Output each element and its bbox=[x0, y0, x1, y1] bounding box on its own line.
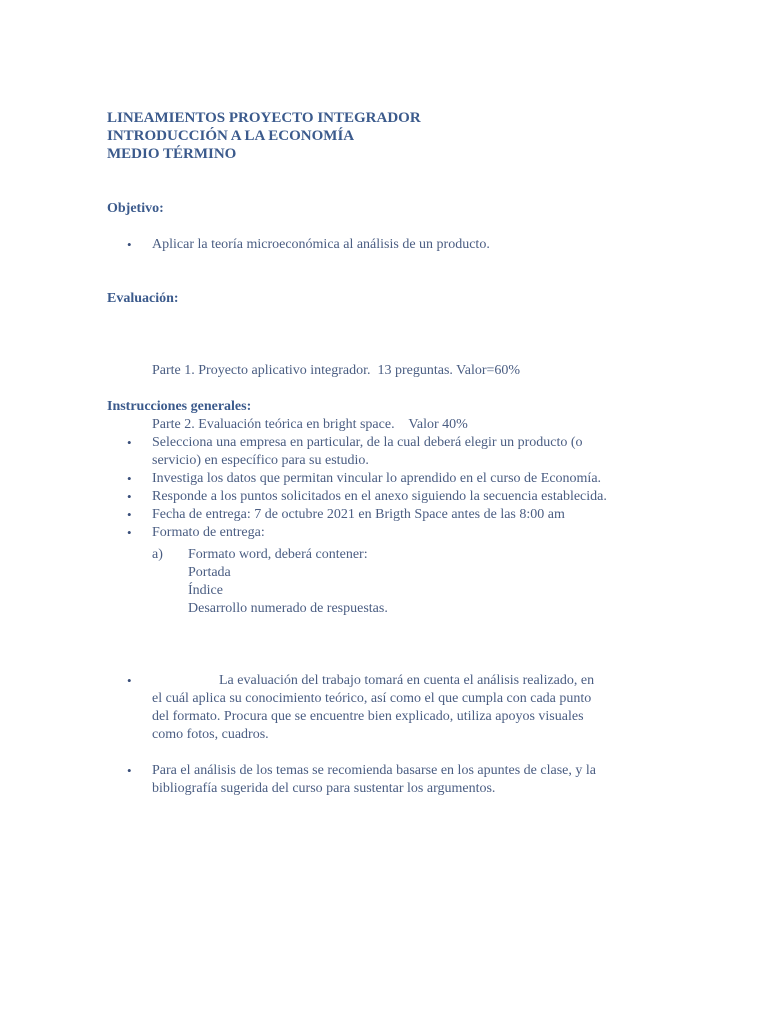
document-title bbox=[107, 109, 421, 163]
list-item: • Fecha de entrega: 7 de octubre 2021 en Brigth Space antes de las 8:00 am bbox=[107, 506, 647, 524]
list-item: • Para el análisis de los temas se recomienda basarse en los apuntes de clase, y la bibliografía sugerida del curso para sustentar los argumentos. bbox=[107, 762, 607, 798]
list-item: • Formato de entrega: bbox=[107, 524, 647, 542]
title-line-1: LINEAMIENTOS PROYECTO INTEGRADOR bbox=[107, 110, 421, 126]
sub-list-item: Desarrollo numerado de respuestas. bbox=[188, 601, 388, 616]
notas-list-1 bbox=[107, 672, 607, 744]
objetivo-heading: Objetivo: bbox=[107, 201, 164, 216]
list-item: • Selecciona una empresa en particular, de la cual deberá elegir un producto (o servicio) en específico para su estudio. bbox=[107, 434, 622, 470]
evaluacion-heading: Evaluación: bbox=[107, 291, 179, 306]
list-item: • Responde a los puntos solicitados en el anexo siguiendo la secuencia establecida. bbox=[107, 488, 647, 506]
nota-text-1: La evaluación del trabajo tomará en cuenta el análisis realizado, en el cuál aplica su conocimiento teórico, así como el que cumpla con cada punto del formato. Procura que se encuentre bien explicado, utiliza apoyos visuales como fotos, cuadros. bbox=[152, 673, 595, 742]
list-item bbox=[107, 672, 607, 744]
formato-sub-item bbox=[152, 546, 368, 564]
title-line-3: MEDIO TÉRMINO bbox=[107, 146, 237, 162]
sub-item-text: Formato word, deberá contener: bbox=[188, 547, 368, 562]
formato-sub-list bbox=[188, 564, 388, 618]
list-item: • Investiga los datos que permitan vincular lo aprendido en el curso de Economía. bbox=[107, 470, 647, 488]
sub-item-letter: a) bbox=[152, 547, 163, 562]
title-line-2: INTRODUCCIÓN A LA ECONOMÍA bbox=[107, 128, 355, 144]
notas-list-2 bbox=[107, 762, 607, 798]
sub-list-item: Índice bbox=[188, 583, 223, 598]
instrucciones-list bbox=[107, 434, 647, 542]
instrucciones-heading: Instrucciones generales: bbox=[107, 399, 252, 414]
list-item: • Aplicar la teoría microeconómica al análisis de un producto. bbox=[107, 236, 647, 254]
objetivo-list bbox=[107, 236, 647, 254]
evaluacion-line-1: Parte 1. Proyecto aplicativo integrador. 13 preguntas. Valor=60% bbox=[152, 363, 521, 378]
sub-list-item: Portada bbox=[188, 565, 231, 580]
evaluacion-line-2: Parte 2. Evaluación teórica en bright space. Valor 40% bbox=[152, 417, 468, 432]
